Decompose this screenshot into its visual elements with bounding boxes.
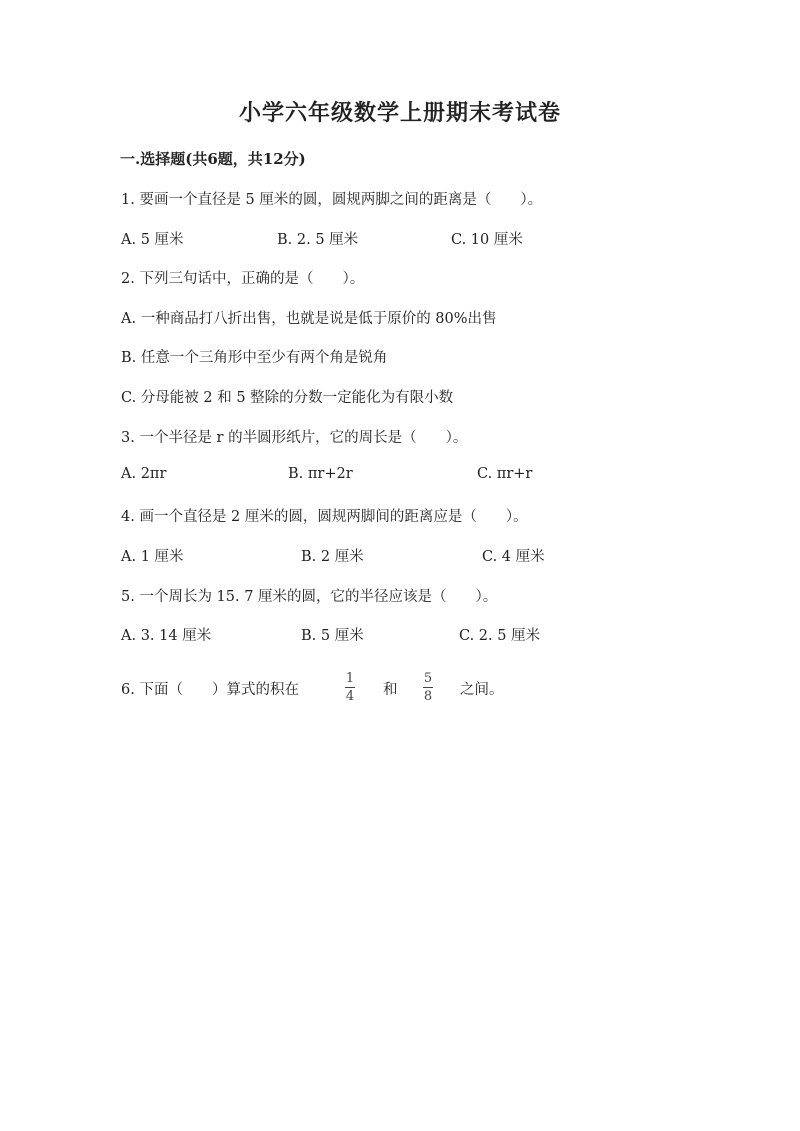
question-3-option-b: B. πr+2r [288,466,353,482]
question-1-stem: 1. 要画一个直径是 5 厘米的圆，圆规两脚之间的距离是（ ）。 [121,192,543,208]
question-4-option-b: B. 2 厘米 [301,549,364,565]
fraction-one-quarter [345,671,355,704]
fraction-numerator: 1 [345,671,355,686]
fraction-denominator: 8 [423,689,433,704]
question-5-option-c: C. 2. 5 厘米 [459,628,541,644]
question-3-option-c: C. πr+r [477,466,533,482]
question-1-option-b: B. 2. 5 厘米 [277,232,359,248]
fraction-denominator: 4 [345,689,355,704]
question-4-option-c: C. 4 厘米 [482,549,545,565]
question-1-option-c: C. 10 厘米 [451,232,523,248]
question-2-option-a: A. 一种商品打八折出售，也就是说是低于原价的 80%出售 [121,311,497,327]
question-5-stem: 5. 一个周长为 15. 7 厘米的圆，它的半径应该是（ ）。 [121,589,498,605]
page-title: 小学六年级数学上册期末考试卷 [238,100,561,126]
question-6-stem-suffix: 之间。 [460,682,504,698]
question-6-connector: 和 [383,682,398,698]
question-2-option-b: B. 任意一个三角形中至少有两个角是锐角 [121,350,388,366]
question-5-option-b: B. 5 厘米 [301,628,364,644]
fraction-numerator: 5 [423,671,433,686]
question-2-option-c: C. 分母能被 2 和 5 整除的分数一定能化为有限小数 [121,390,454,406]
question-4-option-a: A. 1 厘米 [121,549,184,565]
fraction-five-eighths [423,671,433,704]
question-3-option-a: A. 2πr [121,466,167,482]
question-6-stem-prefix: 6. 下面（ ）算式的积在 [121,682,299,698]
question-4-stem: 4. 画一个直径是 2 厘米的圆，圆规两脚间的距离应是（ ）。 [121,509,528,525]
question-5-option-a: A. 3. 14 厘米 [121,628,212,644]
question-1-option-a: A. 5 厘米 [121,232,184,248]
fraction-bar [423,687,433,688]
question-3-stem: 3. 一个半径是 r 的半圆形纸片，它的周长是（ ）。 [121,430,468,446]
section-heading: 一.选择题(共6题，共12分) [120,150,306,168]
fraction-bar [345,687,355,688]
question-2-stem: 2. 下列三句话中，正确的是（ ）。 [121,271,365,287]
